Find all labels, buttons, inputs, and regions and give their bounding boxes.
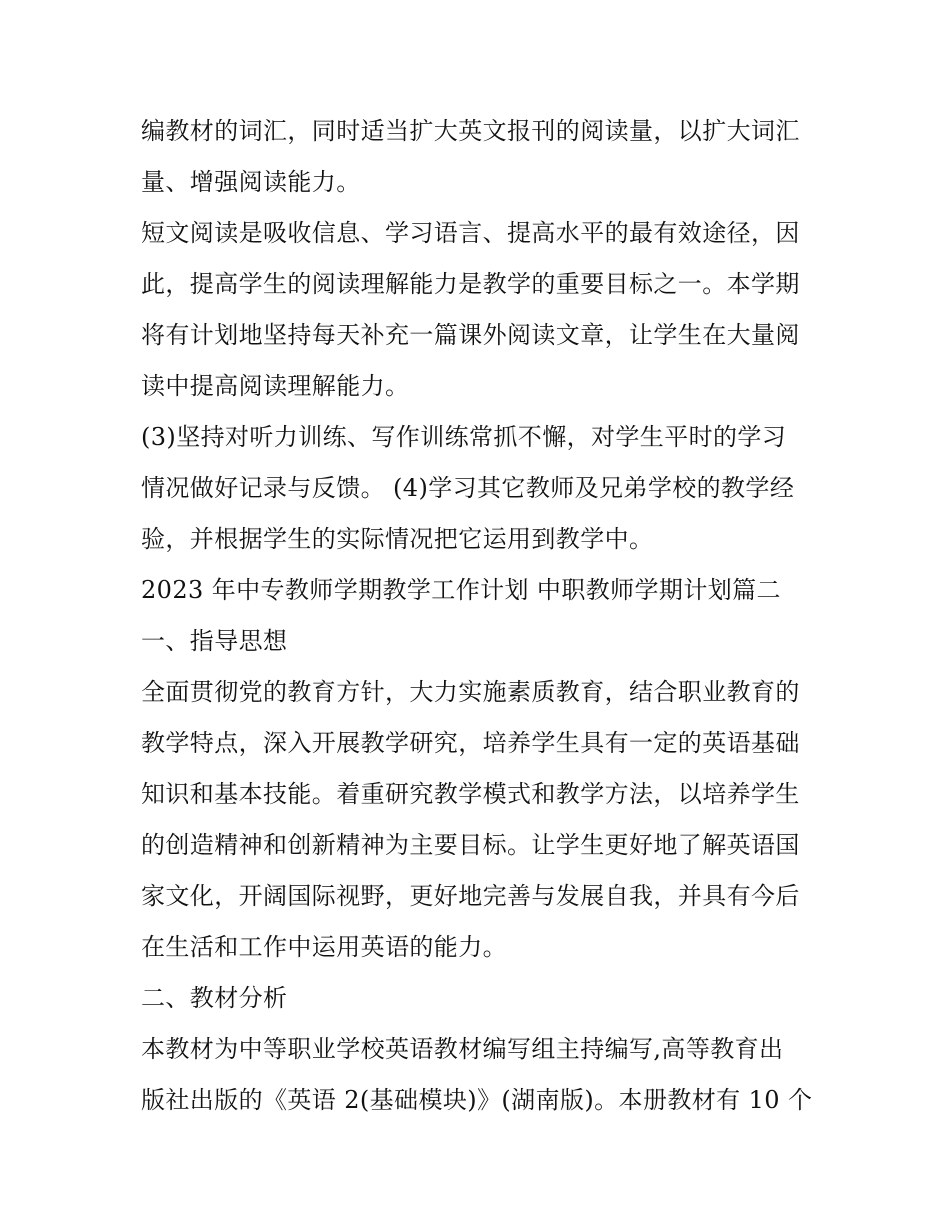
text-line: 短文阅读是吸收信息、学习语言、提高水平的最有效途径，因 [141,219,800,247]
text-line: 在生活和工作中运用英语的能力。 [141,933,507,961]
text-line: 全面贯彻党的教育方针，大力实施素质教育，结合职业教育的 [141,678,800,706]
text-line: 版社出版的《英语 2(基础模块)》(湖南版)。本册教材有 10 个 [141,1086,813,1114]
text-line: 此，提高学生的阅读理解能力是教学的重要目标之一。本学期 [141,270,800,298]
text-line: 家文化，开阔国际视野，更好地完善与发展自我，并具有今后 [141,882,800,910]
text-line: 本教材为中等职业学校英语教材编写组主持编写,高等教育出 [141,1035,784,1063]
section-heading: 二、教材分析 [141,984,288,1012]
text-line: (3)坚持对听力训练、写作训练常抓不懈，对学生平时的学习 [141,423,787,451]
text-line: 将有计划地坚持每天补充一篇课外阅读文章，让学生在大量阅 [141,321,800,349]
text-line: 知识和基本技能。着重研究教学模式和教学方法，以培养学生 [141,780,800,808]
text-line: 编教材的词汇，同时适当扩大英文报刊的阅读量，以扩大词汇 [141,117,800,145]
text-line: 读中提高阅读理解能力。 [141,372,410,400]
text-line: 验，并根据学生的实际情况把它运用到教学中。 [141,525,654,553]
section-heading: 一、指导思想 [141,627,288,655]
text-line: 的创造精神和创新精神为主要目标。让学生更好地了解英语国 [141,831,800,859]
text-line: 教学特点，深入开展教学研究，培养学生具有一定的英语基础 [141,729,800,757]
text-line: 情况做好记录与反馈。 (4)学习其它教师及兄弟学校的教学经 [141,474,795,502]
text-line: 量、增强阅读能力。 [141,168,361,196]
section-heading: 2023 年中专教师学期教学工作计划 中职教师学期计划篇二 [141,576,781,604]
